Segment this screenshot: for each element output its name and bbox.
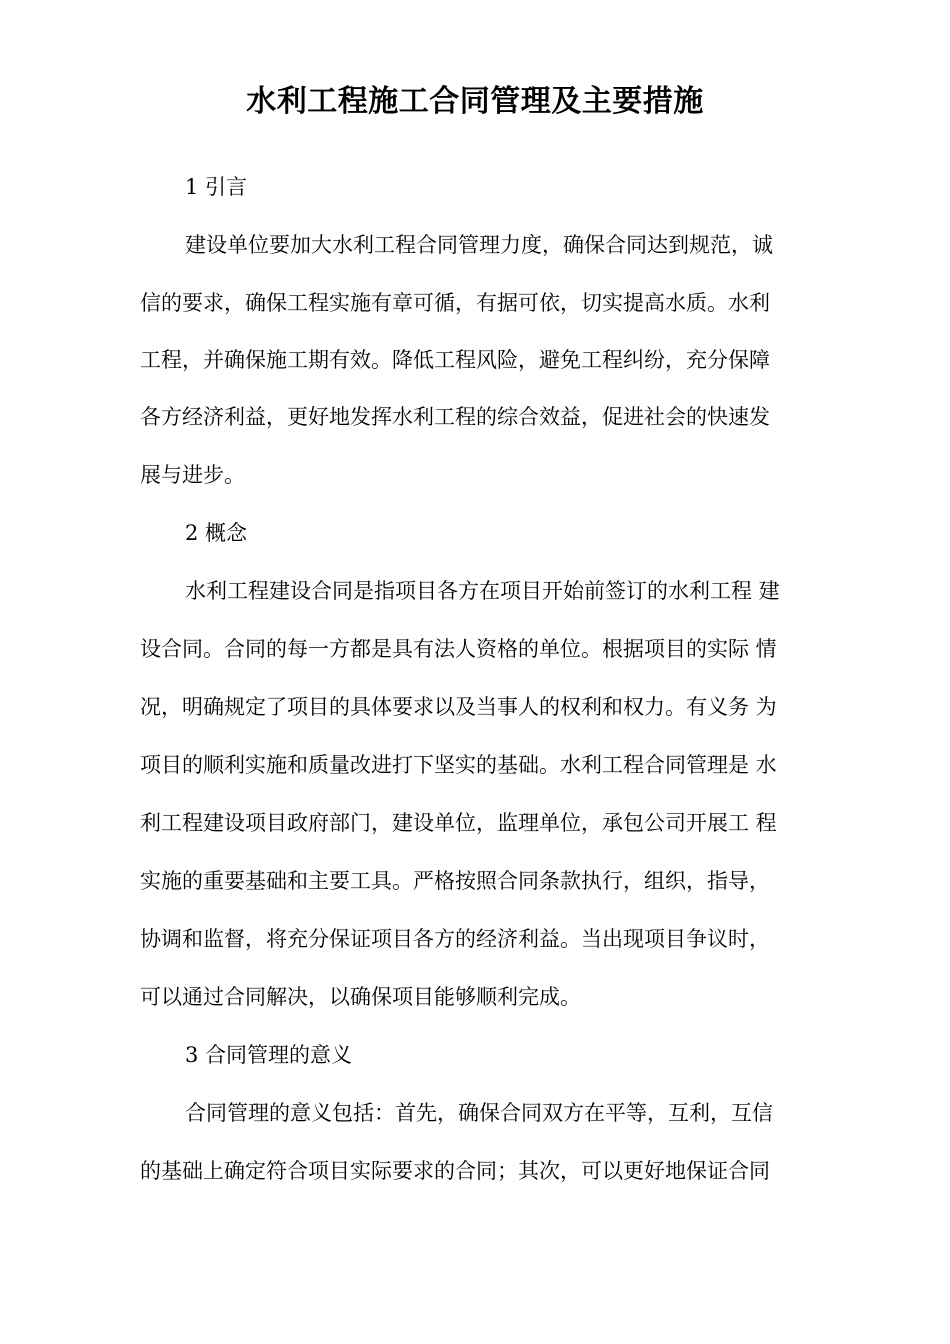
paragraph-line: 实施的重要基础和主要工具。严格按照合同条款执行，组织，指导， bbox=[140, 869, 770, 893]
section-heading-intro: 1 引言 bbox=[185, 175, 248, 199]
paragraph-line: 信的要求，确保工程实施有章可循，有据可依，切实提高水质。水利 bbox=[140, 291, 770, 315]
paragraph-line: 可以通过合同解决，以确保项目能够顺利完成。 bbox=[140, 985, 581, 1009]
paragraph-line: 况，明确规定了项目的具体要求以及当事人的权利和权力。有义务 为 bbox=[140, 695, 777, 719]
paragraph-line: 各方经济利益，更好地发挥水利工程的综合效益，促进社会的快速发 bbox=[140, 405, 770, 429]
paragraph-line: 利工程建设项目政府部门，建设单位，监理单位，承包公司开展工 程 bbox=[140, 811, 777, 835]
paragraph-line: 合同管理的意义包括：首先，确保合同双方在平等，互利，互信 bbox=[185, 1101, 773, 1125]
paragraph-line: 设合同。合同的每一方都是具有法人资格的单位。根据项目的实际 情 bbox=[140, 637, 777, 661]
section-heading-concept: 2 概念 bbox=[185, 521, 248, 545]
paragraph-line: 工程，并确保施工期有效。降低工程风险，避免工程纠纷，充分保障 bbox=[140, 348, 770, 372]
paragraph-line: 水利工程建设合同是指项目各方在项目开始前签订的水利工程 建 bbox=[185, 579, 780, 603]
paragraph-line: 的基础上确定符合项目实际要求的合同；其次，可以更好地保证合同 bbox=[140, 1159, 770, 1183]
paragraph-line: 建设单位要加大水利工程合同管理力度，确保合同达到规范，诚 bbox=[185, 233, 773, 257]
section-heading-significance: 3 合同管理的意义 bbox=[185, 1043, 353, 1067]
paragraph-line: 展与进步。 bbox=[140, 463, 245, 487]
paragraph-line: 协调和监督，将充分保证项目各方的经济利益。当出现项目争议时， bbox=[140, 927, 770, 951]
document-title: 水利工程施工合同管理及主要措施 bbox=[246, 84, 704, 119]
paragraph-line: 项目的顺利实施和质量改进打下坚实的基础。水利工程合同管理是 水 bbox=[140, 753, 777, 777]
